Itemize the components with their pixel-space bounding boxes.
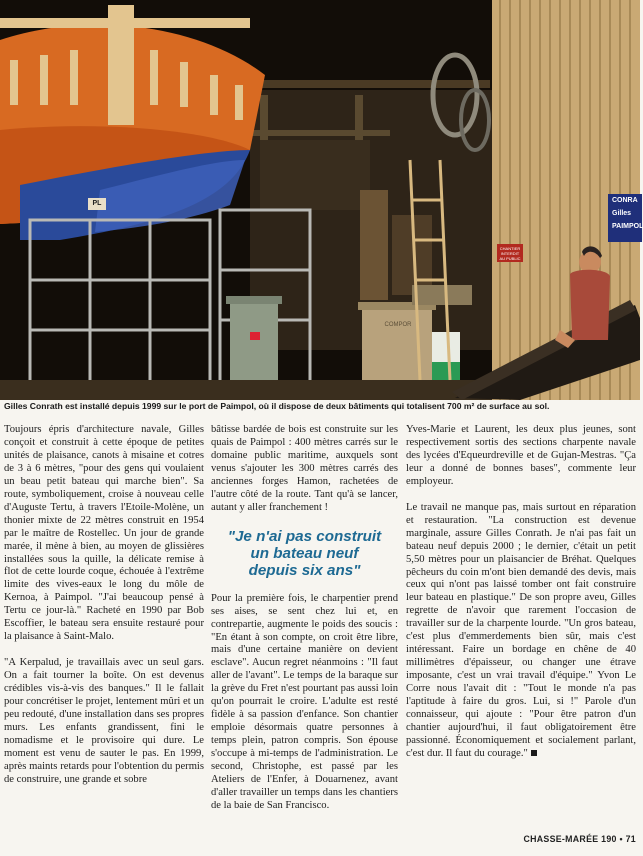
paragraph: Toujours épris d'architecture navale, Gilles conçoit et construit à cette époque de petites unités de plaisance, canots à misaine et cotres de 3 à 6 mètres, "pour des gens qui voulaient un beau petit bateau qui marche bien". Sa route, symboliquement, croise à nouveau celle d'Auguste Tertu, à travers l'Etoile-Molène, un thonier mixte de 22 mètres construit en 1954 par le maître de Rostellec. Un jour de grande marée, il mène à bien, au moyen de glissières installées sous la quille, la délicate remise à flot de cette lourde coque, échouée à l'extrême limite des vives-eaux le long du môle de Kernoa, à Paimpol. "J'ai beaucoup pensé à Tertu ce jour-là." Racheté en 1990 par Bob Escoffier, le bateau sera ensuite restauré pour la plaisance à Saint-Malo. (4, 424, 204, 643)
paragraph-text: Le travail ne manque pas, mais surtout en réparation et restauration. "La construction est devenue marginale, assure Gilles Conrath. Je n'ai pas fait un bateau neuf depuis 2000 ; le dernier, c'était un petit 5,50 mètres pour un plaisancier de Bréhat. Quelques pêcheurs du coin m'ont bien demandé des devis, mais ceux qui n'ont pas laissé tomber ont fait construire leur bateau en plastique." De son propre aveu, Gilles regrette de n'avoir que rarement l'occasion de travailler sur de la charpente lourde. "Un gros bateau, c'est plus d'emmerdements bien sûr, mais c'est intéressant. Faire un bordage en chêne de 40 millimètres d'épaisseur, ou changer une étrave imposante, c'est un vrai travail d'équipe." Yvon Le Corre nous l'avait dit : "Tout le monde n'a pas l'aptitude à faire du gros. Lui, si !" Parole d'un connaisseur, qui ajoute : "Pour être patron d'un chantier aujourd'hui, il faut obligatoirement être passionné. Économiquement et socialement parlant, c'est dur. Il faut du courage." (406, 501, 636, 759)
no-entry-sign-line: INTERDIT (500, 251, 520, 256)
paragraph: Pour la première fois, le charpentier prend ses aises, se sent chez lui et, en contrepartie, augmente le poids des soucis : "En étant à son compte, on croit être libre, mais d'une certaine manière on devient esclave". Aucun regret néanmoins : "Il faut aller de l'avant". Le temps de la baraque sur la grève du Fret n'est pourtant pas aussi loin qu'on pourrait le croire. L'adulte est resté fidèle à sa passion d'enfance. Son chantier emploie désormais quatre personnes à temps plein, patron compris. Son épouse s'occupe à mi-temps de l'administration. Le second, Christophe, est passé par les Ateliers de l'Enfer, à Douarnenez, avant d'aller travailler un temps dans les chantiers de la baie de San Francisco. (211, 592, 398, 811)
paragraph-final (406, 502, 636, 761)
no-entry-sign-line: CHANTIER (499, 246, 521, 251)
text-column-2 (211, 424, 398, 813)
yard-sign-line: CONRA (612, 197, 638, 204)
workshop-photo (0, 0, 643, 400)
pull-quote (211, 528, 398, 579)
paragraph: "A Kerpalud, je travaillais avec un seul gars. On a fait tourner la boîte. On est devenus crédibles vis-à-vis des banques." Il le fallait pour concrétiser le projet, lentement mûri et un peu redouté, d'une installation dans ses propres murs. Les enfants grandissent, fini le nomadisme et le provisoire qui dure. Le moment est venu de sauter le pas. En 1999, après maints retards pour l'obtention du permis de construire, une grande et sobre (4, 657, 204, 785)
paragraph: bâtisse bardée de bois est construite sur les quais de Paimpol : 400 mètres carrés sur le domaine public maritime, auxquels sont venus s'ajouter les 300 mètres carrés des anciennes forges Hamon, rachetées de l'autre côté de la route. Tant qu'à se lancer, autant y aller franchement ! (211, 424, 398, 513)
yard-sign-line: Gilles (612, 210, 632, 217)
text-column-1 (4, 424, 204, 787)
pull-quote-line: un bateau neuf (250, 544, 359, 562)
bin-label: COMPOR (384, 322, 412, 328)
end-of-article-mark (531, 750, 537, 756)
boat-registration: PL (88, 198, 106, 210)
pull-quote-line: "Je n'ai pas construit (227, 527, 382, 545)
yard-sign (608, 194, 642, 242)
yard-sign-line: PAIMPOL (612, 223, 643, 230)
paragraph: Yves-Marie et Laurent, les deux plus jeunes, sont respectivement sortis des sections charpente navale des lycées d'Equeurdreville et de Gujan-Mestras. "Ça leur a donné de bonnes bases", commente leur employeur. (406, 424, 636, 487)
page-folio: CHASSE-MARÉE 190 • 71 (523, 834, 636, 844)
text-column-3 (406, 424, 636, 761)
photo-caption: Gilles Conrath est installé depuis 1999 sur le port de Paimpol, où il dispose de deux bâtiments qui totalisent 700 m² de surface au sol. (4, 401, 550, 411)
no-entry-sign (497, 244, 523, 262)
pull-quote-line: depuis six ans" (248, 561, 361, 579)
no-entry-sign-line: AU PUBLIC (499, 256, 521, 261)
